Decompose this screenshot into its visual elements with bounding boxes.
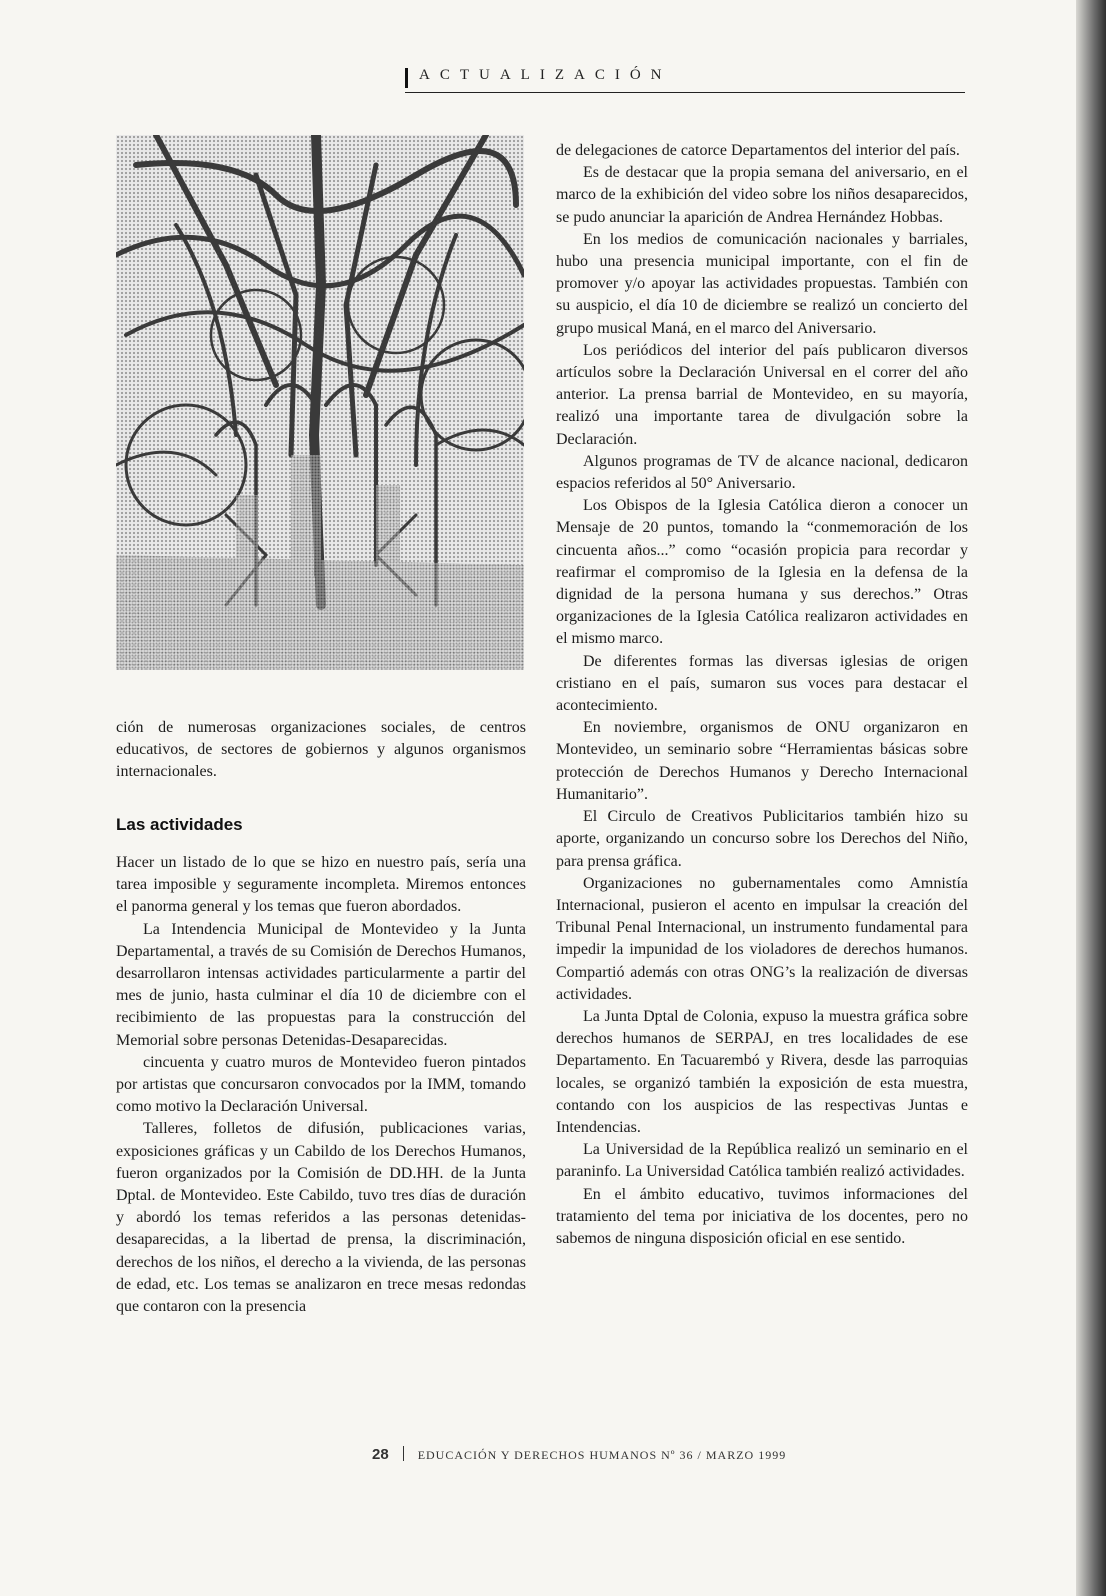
tree-engraving-icon xyxy=(116,135,524,670)
section-title: ACTUALIZACIÓN xyxy=(419,67,672,83)
paragraph: Talleres, folletos de difusión, publicaciones varias, exposiciones gráficas y un Cabildo de los Derechos Humanos, fueron organizados por la Comisión de DD.HH. de la Junta Dptal. de Montevideo. Este Cabildo, tuvo tres días de duración y abordó los temas referidos a las personas detenidas-desaparecidas, a la libertad de prensa, la discriminación, derechos de los niños, el derecho a la vivienda, de las personas de edad, etc. Los temas se analizaron en trece mesas redondas que contaron con la presencia xyxy=(116,1120,526,1316)
paragraph: La Junta Dptal de Colonia, expuso la muestra gráfica sobre derechos humanos de SERPAJ, en tres localidades de ese Departamento. En Tacuarembó y Rivera, desde las parroquias locales, se organizó también la exposición de esta muestra, contando con los auspicios de las respectivas Juntas e Intendencias. xyxy=(556,1007,968,1136)
paragraph: El Circulo de Creativos Publicitarios también hizo su aporte, organizando un concurso sobre los Derechos del Niño, para prensa gráfica. xyxy=(556,808,968,870)
paragraph: En los medios de comunicación nacionales y barriales, hubo una presencia municipal importante, con el fin de promover y/o apoyar las actividades propuestas. También con su auspicio, el día 10 de diciembre se realizó un concierto del grupo musical Maná, en el marco del Aniversario. xyxy=(556,230,968,337)
paragraph: Los periódicos del interior del país publicaron diversos artículos sobre la Declaración Universal en el correr del año anterior. La prensa barrial de Montevideo, en su mayoría, realizó una importante tarea de divulgación sobre la Declaración. xyxy=(556,341,968,448)
page-edge-shadow xyxy=(1076,0,1106,1596)
section-header xyxy=(405,64,965,93)
paragraph: Hacer un listado de lo que se hizo en nuestro país, sería una tarea imposible y seguramente incompleta. Miremos entonces el panorma general y los temas que fueron abordados. xyxy=(116,854,526,916)
paragraph: Algunos programas de TV de alcance nacional, dedicaron espacios referidos al 50° Aniversario. xyxy=(556,452,968,493)
tree-illustration xyxy=(116,135,524,670)
paragraph: Es de destacar que la propia semana del aniversario, en el marco de la exhibición del video sobre los niños desaparecidos, se pudo anunciar la aparición de Andrea Hernández Hobbas. xyxy=(556,164,968,226)
left-column-body xyxy=(116,852,526,1318)
page-number: 28 xyxy=(372,1446,389,1463)
footer-divider xyxy=(403,1446,404,1461)
section-heading: Las actividades xyxy=(116,815,243,834)
left-column-top xyxy=(116,717,526,784)
paragraph: En el ámbito educativo, tuvimos informaciones del tratamiento del tema por iniciativa de los docentes, pero no sabemos de ninguna disposición oficial en ese sentido. xyxy=(556,1185,968,1247)
paragraph: Los Obispos de la Iglesia Católica dieron a conocer un Mensaje de 20 puntos, tomando la “conmemoración de los cincuenta años...” como “ocasión propicia para recordar y reafirmar el compromiso de la Iglesia en la defensa de la dignidad de la persona humana y sus derechos.” Otras organizaciones de la Iglesia Católica realizaron actividades en el mismo marco. xyxy=(556,497,968,648)
right-column-body xyxy=(556,140,968,1250)
paragraph: La Universidad de la República realizó un seminario en el paraninfo. La Universidad Católica también realizó actividades. xyxy=(556,1141,968,1181)
paragraph: ción de numerosas organizaciones sociales, de centros educativos, de sectores de gobiernos y algunos organismos internacionales. xyxy=(116,719,526,781)
paragraph: La Intendencia Municipal de Montevideo y la Junta Departamental, a través de su Comisión de Derechos Humanos, desarrollaron intensas actividades particularmente a partir del mes de junio, hasta culminar el día 10 de diciembre con el recibimiento de las propuestas para la construcción del Memorial sobre personas Detenidas-Desaparecidas. xyxy=(116,920,526,1049)
paragraph: de delegaciones de catorce Departamentos del interior del país. xyxy=(556,142,960,159)
publication-title: EDUCACIÓN Y DERECHOS HUMANOS xyxy=(417,1448,658,1462)
header-rule-mark xyxy=(405,68,408,88)
paragraph: Organizaciones no gubernamentales como Amnistía Internacional, pusieron el acento en impulsar la creación del Tribunal Penal Internacional, un instrumento fundamental para impedir la impunidad de los violadores de derechos humanos. Compartió además con otras ONG’s la realización de diversas actividades. xyxy=(556,874,968,1003)
paragraph: De diferentes formas las diversas iglesias de origen cristiano en el país, sumaron sus voces para destacar el acontecimiento. xyxy=(556,652,968,715)
paragraph: En noviembre, organismos de ONU organizaron en Montevideo, un seminario sobre “Herramientas básicas sobre protección de Derechos Humanos y Derecho Internacional Humanitario”. xyxy=(556,719,968,803)
issue-info: Nº 36 / MARZO 1999 xyxy=(661,1448,787,1462)
paragraph: cincuenta y cuatro muros de Montevideo fueron pintados por artistas que concursaron convocados por la IMM, tomando como motivo la Declaración Universal. xyxy=(116,1053,526,1116)
page-footer xyxy=(372,1446,786,1463)
